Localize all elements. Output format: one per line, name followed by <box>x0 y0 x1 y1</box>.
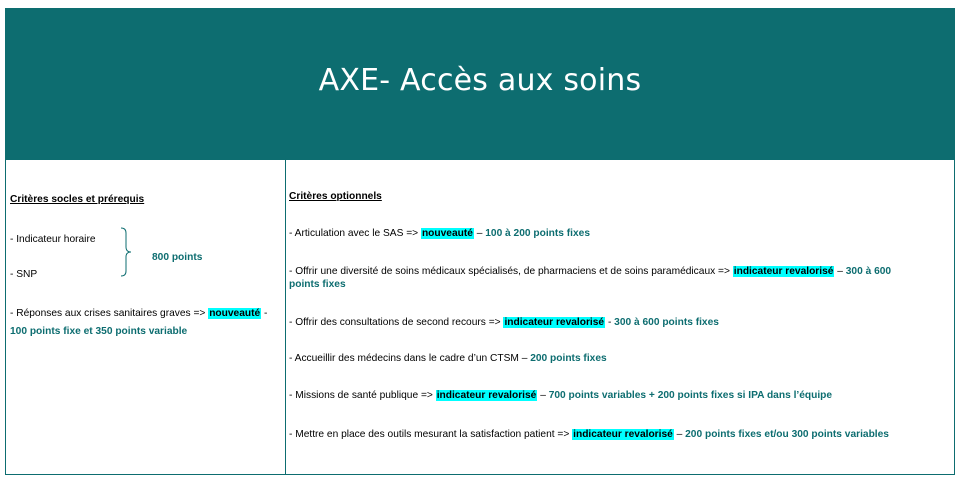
core-criteria-heading: Critères socles et prérequis <box>10 194 145 205</box>
title-banner <box>5 8 955 159</box>
core-points: 800 points <box>152 252 203 263</box>
crisis-text: - Réponses aux crises sanitaires graves => <box>10 308 209 319</box>
criterion-crisis <box>10 307 267 320</box>
points: 200 points fixes <box>530 353 607 364</box>
points: 200 points fixes et/ou 300 points variables <box>685 429 889 440</box>
criterion-hourly-indicator: - Indicateur horaire <box>10 234 96 245</box>
crisis-points: 100 points fixe et 350 points variable <box>10 326 188 337</box>
revalued-badge: indicateur revalorisé <box>573 429 673 440</box>
criterion-care-diversity: - Offrir une diversité de soins médicaux spécialisés, de pharmaciens et de soins paramédicaux => indicateur revalorisé – 300 à 600 <box>289 266 892 277</box>
criterion-sas: - Articulation avec le SAS => nouveauté – 100 à 200 points fixes <box>289 228 590 239</box>
revalued-badge: indicateur revalorisé <box>504 317 605 328</box>
criterion-snp: - SNP <box>10 269 38 280</box>
points: 100 à 200 points fixes <box>485 228 590 239</box>
new-badge: nouveauté <box>421 228 473 239</box>
criterion-second-recourse: - Offrir des consultations de second recours => indicateur revalorisé - 300 à 600 points fixes <box>289 317 719 328</box>
optional-criteria-heading: Critères optionnels <box>289 191 382 202</box>
curly-brace-icon <box>120 227 136 277</box>
optional-criteria-panel <box>285 159 955 475</box>
page-title: AXE- Accès aux soins <box>318 63 642 98</box>
points: 300 à 600 <box>845 266 892 277</box>
revalued-badge: indicateur revalorisé <box>436 390 537 401</box>
revalued-badge: indicateur revalorisé <box>733 266 834 277</box>
points: 700 points variables + 200 points fixes si IPA dans l’équipe <box>548 390 833 401</box>
core-criteria-panel <box>5 159 286 475</box>
points-continuation: points fixes <box>289 279 346 290</box>
points: 300 à 600 points fixes <box>614 317 719 328</box>
criterion-ctsm: - Accueillir des médecins dans le cadre d’un CTSM – 200 points fixes <box>289 353 607 364</box>
crisis-dash: - <box>261 308 268 319</box>
criterion-public-health: - Missions de santé publique => indicateur revalorisé – 700 points variables + 200 points fixes si IPA dans l’équipe <box>289 390 833 401</box>
criterion-patient-satisfaction: - Mettre en place des outils mesurant la satisfaction patient => indicateur revalorisé – 200 points fixes et/ou 300 points variables <box>289 429 889 440</box>
new-badge: nouveauté <box>209 308 261 319</box>
